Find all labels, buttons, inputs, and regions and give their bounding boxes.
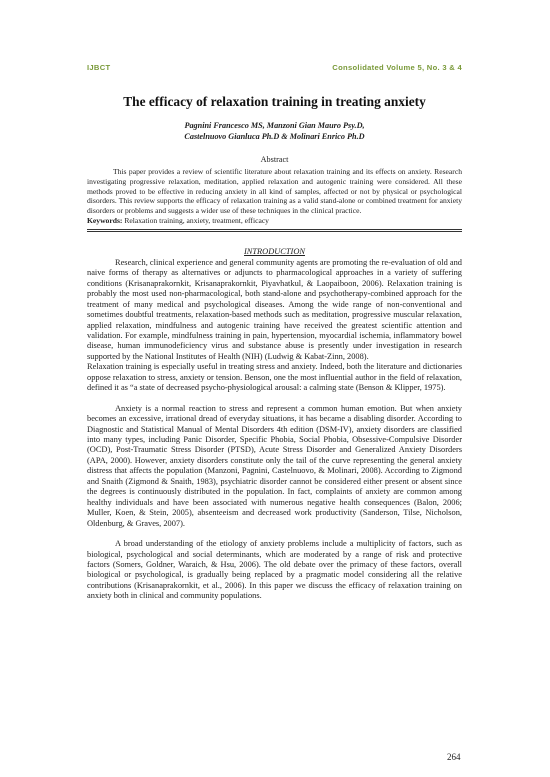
divider (87, 229, 462, 230)
keywords-label: Keywords: (87, 215, 123, 225)
page-number: 264 (447, 752, 461, 762)
divider-secondary (87, 231, 462, 232)
author-list (87, 120, 462, 142)
abstract-text: This paper provides a review of scientific literature about relaxation training and its effects on anxiety. Research investigating progressive relaxation, meditation, applied relaxation and autogenic training were considered. All these methods proved to be effective in reducing anxiety in all kind of samples, affected or not by physical or psychological disorders. This review supports the efficacy of relaxation training as a valid stand-alone or combined treatment for anxiety disorders or problems and suggests a wider use of these techniques in the clinical practice. (87, 167, 462, 216)
keywords (87, 216, 462, 226)
article-title: The efficacy of relaxation training in treating anxiety (123, 94, 426, 109)
paragraph-4: A broad understanding of the etiology of anxiety problems include a multiplicity of factors, such as biological, psychological and social determinants, which are moderated by a range of risk and protective factors (Somers, Goldner, Waraich, & Hsu, 2006). The old debate over the primacy of these factors, overall biological or psychological, is gradually being replaced by a pragmatic model considering all the relative contributions (Krisanaprakornkit, et al., 2006). In this paper we discuss the efficacy of relaxation training on anxiety both in clinical and community populations. (87, 539, 462, 601)
journal-name: IJBCT (87, 63, 111, 72)
paragraph-1: Research, clinical experience and general community agents are promoting the re-evaluation of old and naive forms of therapy as alternatives or adjuncts to pharmacological approaches in a variety of suffering conditions (Krisanaprakornkit, Krisanaprakornkit, Piyavhatkul, & Laopaiboon, 2006). Relaxation training is probably the most used non-pharmacological, both stand-alone and psychotherapy-combined approach for the treatment of many medical and psychological diseases. Among the wide range of non-conventional and sometimes doubtful treatments, relaxation-based methods such as meditation, progressive muscular relaxation, applied relaxation, mindfulness and autogenic training have received the greatest scientific attention and validation. For example, mindfulness training in pain, hypertension, myocardial ischemia, inflammatory bowel disease, human immunodeficiency virus and substance abuse is presently under investigation in research supported by the National Institutes of Health (NIH) (Ludwig & Kabat-Zinn, 2008). (87, 257, 462, 361)
authors-line-1: Pagnini Francesco MS, Manzoni Gian Mauro Psy.D, (184, 121, 365, 130)
authors-line-2: Castelnuovo Gianluca Ph.D & Molinari Enrico Ph.D (184, 132, 365, 141)
abstract-heading: Abstract (260, 155, 289, 164)
section-heading-introduction: INTRODUCTION (244, 246, 305, 256)
paragraph-2: Relaxation training is especially useful in treating stress and anxiety. Indeed, both the literature and dictionaries oppose relaxation to stress, anxiety or tension. Benson, one the most influential author in the field of relaxation, defined it as “a state of decreased psycho-physiological arousal: a calming state (Benson & Klipper, 1975). (87, 362, 462, 393)
paragraph-3: Anxiety is a normal reaction to stress and represent a common human emotion. But when anxiety becomes an excessive, irrational dread of everyday situations, it has became a disabling disorder. According to Diagnostic and Statistical Manual of Mental Disorders 4th edition (DSM-IV), anxiety disorders are classified into many types, including Panic Disorder, Specific Phobia, Social Phobia, Obsessive-Compulsive Disorder (OCD), Post-Traumatic Stress Disorder (PTSD), Acute Stress Disorder and Generalized Anxiety Disorders (APA, 2000). However, anxiety disorders constitute only the tail of the curve representing the general anxiety distress that affects the population (Manzoni, Pagnini, Castelnuovo, & Molinari, 2008). According to Zigmond and Snaith (Zigmond & Snaith, 1983), psychiatric disorder cannot be considered either present or absent since the degrees is continuously distributed in the population. In fact, complaints of anxiety are common among healthy individuals and have been associated with numerous negative health consequences (Balon, 2006; Muller, Koen, & Stein, 2005), absenteeism and decreased work productivity (Sanderson, Tilse, Nicholson, Oldenburg, & Graves, 2007). (87, 403, 462, 528)
keywords-list: Relaxation training, anxiety, treatment, efficacy (122, 215, 269, 225)
article-body (87, 94, 462, 602)
journal-volume: Consolidated Volume 5, No. 3 & 4 (332, 63, 462, 72)
